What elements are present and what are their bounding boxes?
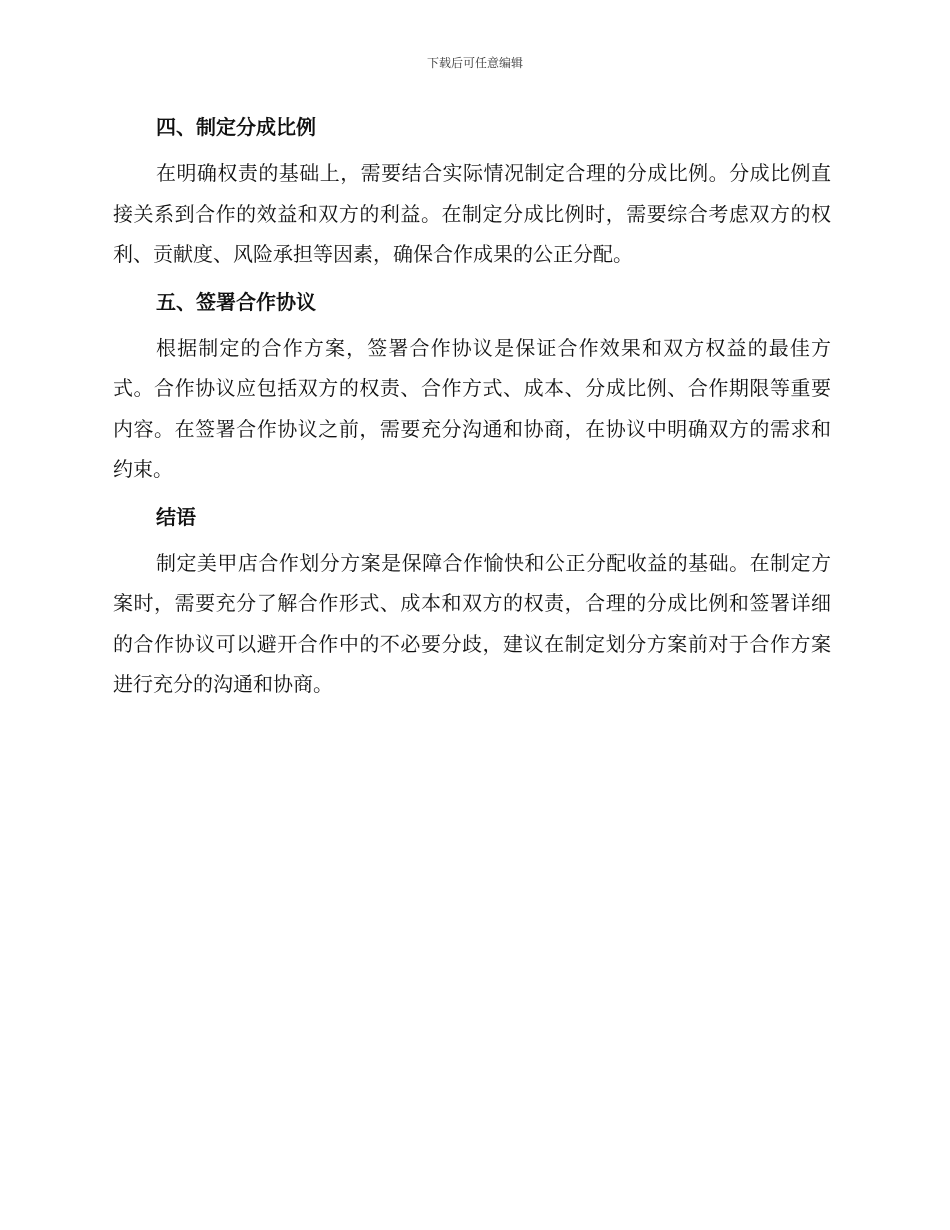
section-paragraph-conclusion: 制定美甲店合作划分方案是保障合作愉快和公正分配收益的基础。在制定方案时，需要充分了解合作形式、成本和双方的权责，合理的分成比例和签署详细的合作协议可以避开合作中的不必要分歧，建议在制定划分方案前对于合作方案进行充分的沟通和协商。 [113,550,831,696]
section-paragraph-5: 根据制定的合作方案，签署合作协议是保证合作效果和双方权益的最佳方式。合作协议应包括双方的权责、合作方式、成本、分成比例、合作期限等重要内容。在签署合作协议之前，需要充分沟通和协商，在协议中明确双方的需求和约束。 [113,335,831,481]
section-heading-conclusion: 结语 [156,504,196,529]
page-header-note: 下载后可任意编辑 [426,56,523,70]
section-heading-5: 五、签署合作协议 [156,289,316,314]
section-heading-4: 四、制定分成比例 [156,115,316,139]
section-paragraph-4: 在明确权责的基础上，需要结合实际情况制定合理的分成比例。分成比例直接关系到合作的效益和双方的利益。在制定分成比例时，需要综合考虑双方的权利、贡献度、风险承担等因素，确保合作成果的公正分配。 [113,161,831,266]
document-body [113,112,831,705]
